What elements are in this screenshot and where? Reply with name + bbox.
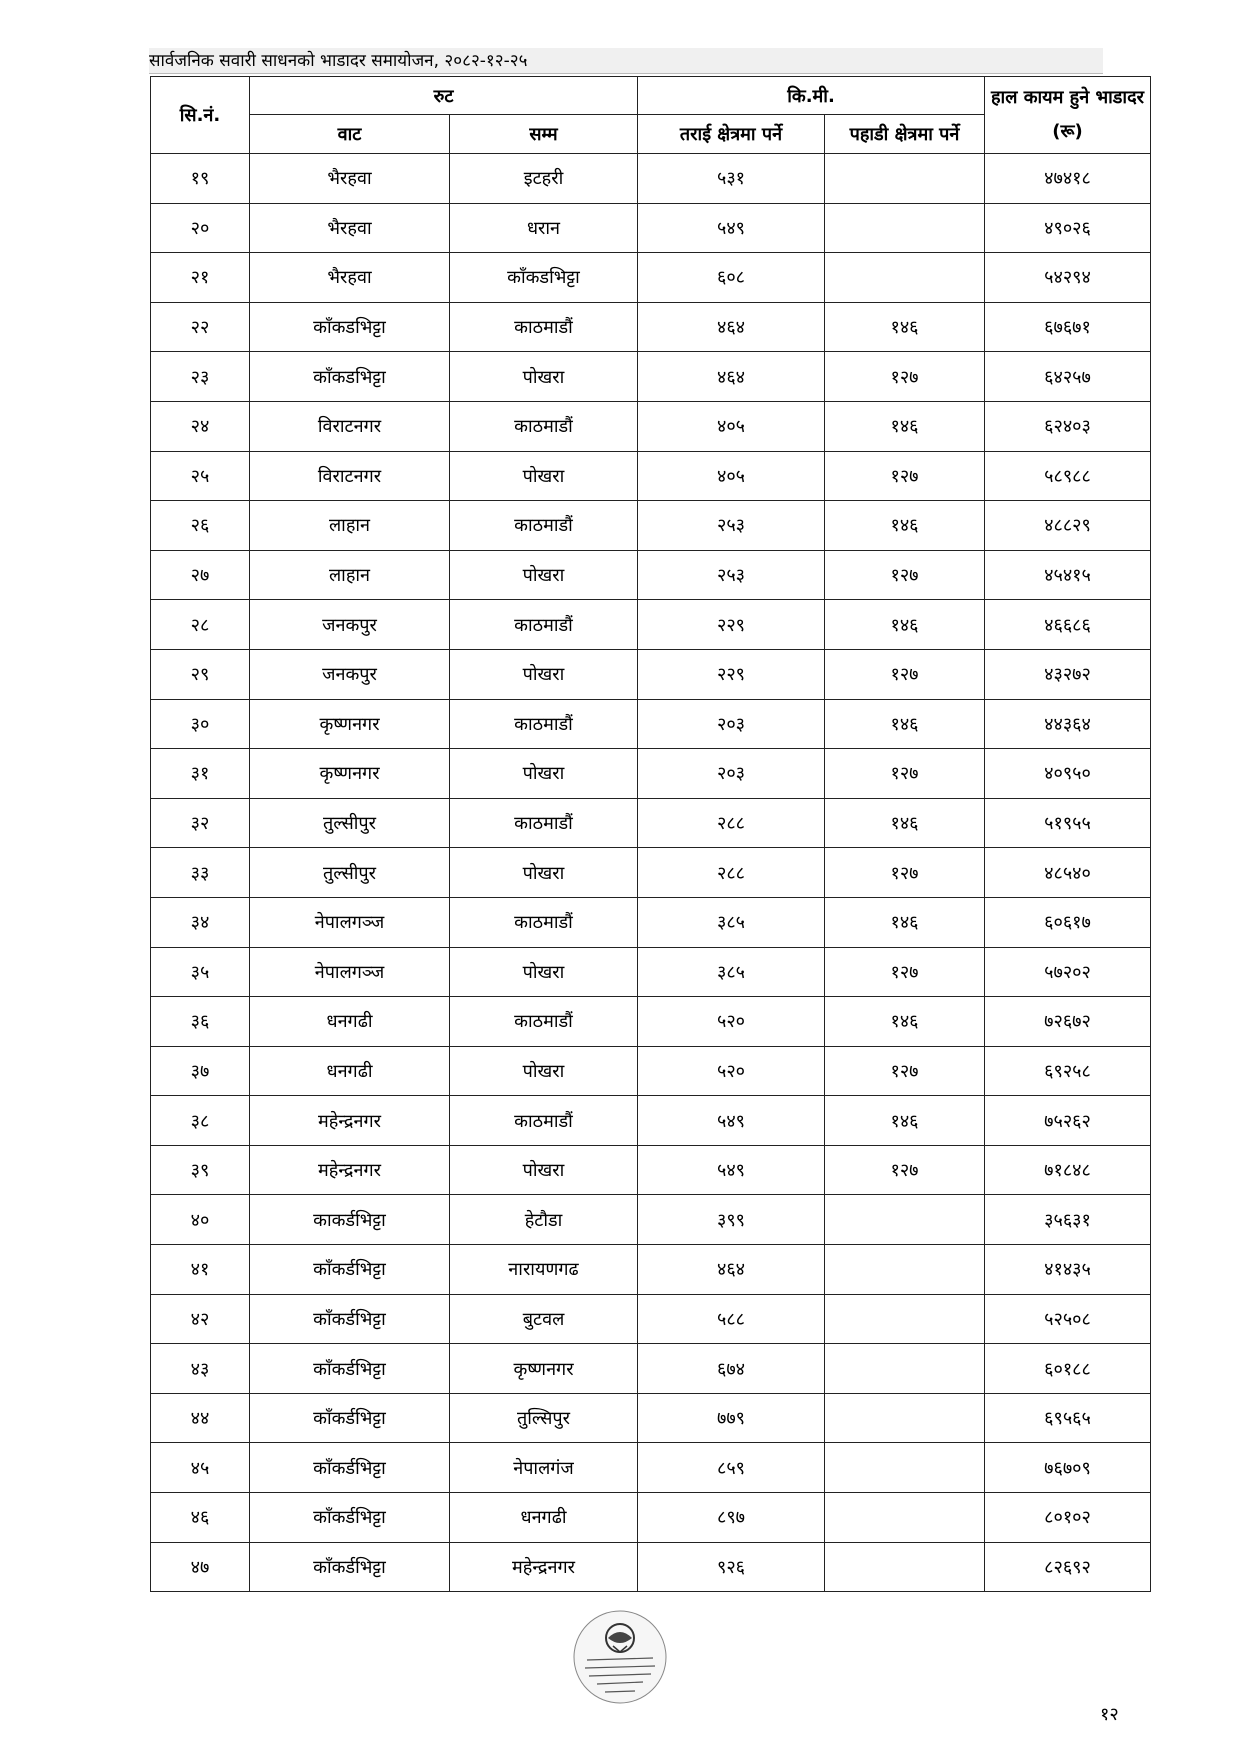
document-title: सार्वजनिक सवारी साधनको भाडादर समायोजन, २०८२-१२-२५ — [149, 51, 528, 71]
cell-hill — [825, 1393, 985, 1443]
cell-to: कृष्णनगर — [450, 1344, 638, 1394]
cell-sn: ४६ — [151, 1493, 250, 1543]
table-row — [151, 1493, 1151, 1543]
cell-terai: ३८५ — [638, 897, 825, 947]
cell-terai: ८९७ — [638, 1493, 825, 1543]
header-km: कि.मी. — [638, 77, 985, 115]
table-row — [151, 1245, 1151, 1295]
table-row — [151, 1096, 1151, 1146]
cell-fare: ७५२६२ — [985, 1096, 1151, 1146]
cell-sn: ४२ — [151, 1294, 250, 1344]
cell-fare: ४३२७२ — [985, 649, 1151, 699]
cell-from: काँकडभिट्टा — [250, 302, 450, 352]
table-row — [151, 352, 1151, 402]
cell-terai: ५३१ — [638, 154, 825, 204]
cell-terai: ५२० — [638, 1046, 825, 1096]
cell-sn: २१ — [151, 253, 250, 303]
cell-sn: ४४ — [151, 1393, 250, 1443]
cell-hill: १२७ — [825, 649, 985, 699]
table-row — [151, 897, 1151, 947]
cell-to: पोखरा — [450, 749, 638, 799]
cell-from: तुल्सीपुर — [250, 848, 450, 898]
cell-from: काँकर्डभिट्टा — [250, 1443, 450, 1493]
cell-sn: ३७ — [151, 1046, 250, 1096]
cell-sn: ४५ — [151, 1443, 250, 1493]
cell-fare: ४६६८६ — [985, 600, 1151, 650]
table-row — [151, 302, 1151, 352]
cell-hill: १२७ — [825, 1046, 985, 1096]
cell-fare: ८२६९२ — [985, 1542, 1151, 1592]
cell-from: भैरहवा — [250, 203, 450, 253]
header-fare: हाल कायम हुने भाडादर (रू) — [985, 77, 1151, 154]
cell-fare: ७६७०९ — [985, 1443, 1151, 1493]
cell-sn: २४ — [151, 401, 250, 451]
cell-fare: ५४२९४ — [985, 253, 1151, 303]
cell-hill: १२७ — [825, 1145, 985, 1195]
cell-to: धनगढी — [450, 1493, 638, 1543]
cell-fare: ६०१८८ — [985, 1344, 1151, 1394]
cell-to: महेन्द्रनगर — [450, 1542, 638, 1592]
cell-from: काँकडभिट्टा — [250, 352, 450, 402]
cell-to: काठमाडौं — [450, 798, 638, 848]
cell-from: जनकपुर — [250, 649, 450, 699]
cell-terai: २०३ — [638, 699, 825, 749]
cell-from: महेन्द्रनगर — [250, 1145, 450, 1195]
cell-to: काठमाडौं — [450, 600, 638, 650]
cell-sn: २० — [151, 203, 250, 253]
cell-fare: ६९५६५ — [985, 1393, 1151, 1443]
fare-table — [150, 76, 1151, 1592]
cell-hill: १४६ — [825, 302, 985, 352]
cell-fare: ८०१०२ — [985, 1493, 1151, 1543]
cell-terai: ५४९ — [638, 1096, 825, 1146]
cell-sn: ४० — [151, 1195, 250, 1245]
cell-terai: ५८८ — [638, 1294, 825, 1344]
cell-sn: ३४ — [151, 897, 250, 947]
cell-to: काठमाडौं — [450, 1096, 638, 1146]
cell-fare: ७२६७२ — [985, 997, 1151, 1047]
cell-to: नेपालगंज — [450, 1443, 638, 1493]
cell-from: धनगढी — [250, 1046, 450, 1096]
cell-sn: २५ — [151, 451, 250, 501]
cell-terai: २५३ — [638, 501, 825, 551]
cell-terai: २८८ — [638, 798, 825, 848]
cell-hill: १२७ — [825, 848, 985, 898]
cell-hill: १२७ — [825, 451, 985, 501]
office-seal-stamp — [565, 1608, 675, 1706]
cell-terai: ४६४ — [638, 352, 825, 402]
cell-sn: २७ — [151, 550, 250, 600]
cell-terai: २२९ — [638, 649, 825, 699]
cell-to: पोखरा — [450, 1145, 638, 1195]
cell-fare: ५८९८८ — [985, 451, 1151, 501]
cell-from: काँकर्डभिट्टा — [250, 1393, 450, 1443]
cell-from: लाहान — [250, 501, 450, 551]
table-row — [151, 203, 1151, 253]
cell-to: पोखरा — [450, 848, 638, 898]
cell-to: पोखरा — [450, 947, 638, 997]
cell-hill: १४६ — [825, 401, 985, 451]
cell-fare: ७१८४८ — [985, 1145, 1151, 1195]
cell-to: हेटौडा — [450, 1195, 638, 1245]
cell-hill — [825, 1294, 985, 1344]
cell-from: जनकपुर — [250, 600, 450, 650]
table-row — [151, 253, 1151, 303]
cell-hill — [825, 1344, 985, 1394]
cell-to: पोखरा — [450, 451, 638, 501]
cell-fare: ४९०२६ — [985, 203, 1151, 253]
cell-terai: ५४९ — [638, 203, 825, 253]
cell-fare: ५२५०८ — [985, 1294, 1151, 1344]
cell-from: काँकर्डभिट्टा — [250, 1344, 450, 1394]
cell-terai: २८८ — [638, 848, 825, 898]
cell-sn: ३० — [151, 699, 250, 749]
cell-to: बुटवल — [450, 1294, 638, 1344]
cell-from: विराटनगर — [250, 451, 450, 501]
cell-sn: ४३ — [151, 1344, 250, 1394]
cell-sn: २९ — [151, 649, 250, 699]
cell-terai: ३९९ — [638, 1195, 825, 1245]
table-row — [151, 1393, 1151, 1443]
cell-to: काठमाडौं — [450, 501, 638, 551]
table-row — [151, 997, 1151, 1047]
cell-sn: २३ — [151, 352, 250, 402]
cell-hill: १२७ — [825, 947, 985, 997]
cell-terai: ९२६ — [638, 1542, 825, 1592]
cell-fare: ४४३६४ — [985, 699, 1151, 749]
cell-fare: ४०९५० — [985, 749, 1151, 799]
cell-hill: १४६ — [825, 501, 985, 551]
table-row — [151, 947, 1151, 997]
document-header — [149, 48, 1103, 74]
subheader-from: वाट — [250, 115, 450, 154]
cell-fare: ४१४३५ — [985, 1245, 1151, 1295]
cell-fare: ४५४१५ — [985, 550, 1151, 600]
cell-sn: ४७ — [151, 1542, 250, 1592]
cell-to: धरान — [450, 203, 638, 253]
cell-sn: ४१ — [151, 1245, 250, 1295]
cell-from: तुल्सीपुर — [250, 798, 450, 848]
table-row — [151, 1443, 1151, 1493]
cell-sn: ३५ — [151, 947, 250, 997]
cell-to: इटहरी — [450, 154, 638, 204]
cell-from: नेपालगञ्ज — [250, 897, 450, 947]
cell-terai: ३८५ — [638, 947, 825, 997]
cell-terai: ५२० — [638, 997, 825, 1047]
table-row — [151, 798, 1151, 848]
cell-sn: ३९ — [151, 1145, 250, 1195]
table-row — [151, 848, 1151, 898]
cell-to: पोखरा — [450, 550, 638, 600]
cell-from: लाहान — [250, 550, 450, 600]
cell-from: धनगढी — [250, 997, 450, 1047]
cell-to: पोखरा — [450, 649, 638, 699]
fare-table-body — [151, 154, 1151, 1592]
header-route: रुट — [250, 77, 638, 115]
cell-fare: ४७४१८ — [985, 154, 1151, 204]
cell-terai: ४०५ — [638, 451, 825, 501]
cell-hill: १४६ — [825, 798, 985, 848]
cell-fare: ३५६३१ — [985, 1195, 1151, 1245]
cell-to: काठमाडौं — [450, 699, 638, 749]
cell-terai: ६०८ — [638, 253, 825, 303]
cell-hill — [825, 1245, 985, 1295]
table-row — [151, 699, 1151, 749]
cell-sn: १९ — [151, 154, 250, 204]
table-row — [151, 154, 1151, 204]
cell-hill: १४६ — [825, 897, 985, 947]
table-row — [151, 600, 1151, 650]
table-row — [151, 1195, 1151, 1245]
cell-from: काँकर्डभिट्टा — [250, 1493, 450, 1543]
cell-terai: २५३ — [638, 550, 825, 600]
cell-hill — [825, 253, 985, 303]
cell-hill: १२७ — [825, 749, 985, 799]
cell-from: कृष्णनगर — [250, 699, 450, 749]
cell-from: विराटनगर — [250, 401, 450, 451]
cell-hill: १४६ — [825, 1096, 985, 1146]
cell-from: नेपालगञ्ज — [250, 947, 450, 997]
cell-fare: ६४२५७ — [985, 352, 1151, 402]
cell-to: काठमाडौं — [450, 302, 638, 352]
cell-from: भैरहवा — [250, 253, 450, 303]
cell-hill: १४६ — [825, 600, 985, 650]
table-row — [151, 749, 1151, 799]
cell-fare: ६०६१७ — [985, 897, 1151, 947]
header-sn: सि.नं. — [151, 77, 250, 154]
cell-from: काँकर्डभिट्टा — [250, 1245, 450, 1295]
cell-terai: २२९ — [638, 600, 825, 650]
cell-from: भैरहवा — [250, 154, 450, 204]
cell-fare: ४८५४० — [985, 848, 1151, 898]
cell-sn: ३१ — [151, 749, 250, 799]
table-row — [151, 501, 1151, 551]
table-row — [151, 1145, 1151, 1195]
subheader-terai: तराई क्षेत्रमा पर्ने — [638, 115, 825, 154]
cell-from: महेन्द्रनगर — [250, 1096, 450, 1146]
table-row — [151, 1344, 1151, 1394]
subheader-to: सम्म — [450, 115, 638, 154]
cell-sn: ३२ — [151, 798, 250, 848]
cell-hill — [825, 1443, 985, 1493]
table-row — [151, 451, 1151, 501]
cell-hill: १२७ — [825, 352, 985, 402]
cell-to: काठमाडौं — [450, 897, 638, 947]
cell-to: नारायणगढ — [450, 1245, 638, 1295]
cell-fare: ६२४०३ — [985, 401, 1151, 451]
cell-terai: ४६४ — [638, 302, 825, 352]
cell-sn: ३८ — [151, 1096, 250, 1146]
cell-hill — [825, 203, 985, 253]
cell-terai: ८५९ — [638, 1443, 825, 1493]
page-number: १२ — [1100, 1704, 1119, 1725]
cell-terai: ५४९ — [638, 1145, 825, 1195]
cell-from: कृष्णनगर — [250, 749, 450, 799]
cell-terai: ६७४ — [638, 1344, 825, 1394]
cell-sn: २२ — [151, 302, 250, 352]
cell-terai: २०३ — [638, 749, 825, 799]
cell-fare: ५१९५५ — [985, 798, 1151, 848]
cell-hill: १२७ — [825, 550, 985, 600]
subheader-hill: पहाडी क्षेत्रमा पर्ने — [825, 115, 985, 154]
cell-terai: ४०५ — [638, 401, 825, 451]
cell-from: काकर्डभिट्टा — [250, 1195, 450, 1245]
cell-from: काँकर्डभिट्टा — [250, 1542, 450, 1592]
cell-sn: २६ — [151, 501, 250, 551]
cell-to: पोखरा — [450, 352, 638, 402]
cell-terai: ४६४ — [638, 1245, 825, 1295]
cell-fare: ४८८२९ — [985, 501, 1151, 551]
cell-fare: ६९२५८ — [985, 1046, 1151, 1096]
table-row — [151, 1542, 1151, 1592]
cell-fare: ६७६७१ — [985, 302, 1151, 352]
table-row — [151, 649, 1151, 699]
cell-hill: १४६ — [825, 997, 985, 1047]
cell-to: काँकडभिट्टा — [450, 253, 638, 303]
cell-hill — [825, 154, 985, 204]
table-row — [151, 1046, 1151, 1096]
table-row — [151, 401, 1151, 451]
table-row — [151, 1294, 1151, 1344]
cell-sn: ३३ — [151, 848, 250, 898]
cell-fare: ५७२०२ — [985, 947, 1151, 997]
cell-terai: ७७९ — [638, 1393, 825, 1443]
cell-hill: १४६ — [825, 699, 985, 749]
table-row — [151, 550, 1151, 600]
cell-hill — [825, 1493, 985, 1543]
cell-sn: २८ — [151, 600, 250, 650]
cell-hill — [825, 1542, 985, 1592]
cell-to: काठमाडौं — [450, 401, 638, 451]
cell-from: काँकर्डभिट्टा — [250, 1294, 450, 1344]
cell-to: तुल्सिपुर — [450, 1393, 638, 1443]
cell-to: पोखरा — [450, 1046, 638, 1096]
cell-to: काठमाडौं — [450, 997, 638, 1047]
cell-sn: ३६ — [151, 997, 250, 1047]
cell-hill — [825, 1195, 985, 1245]
